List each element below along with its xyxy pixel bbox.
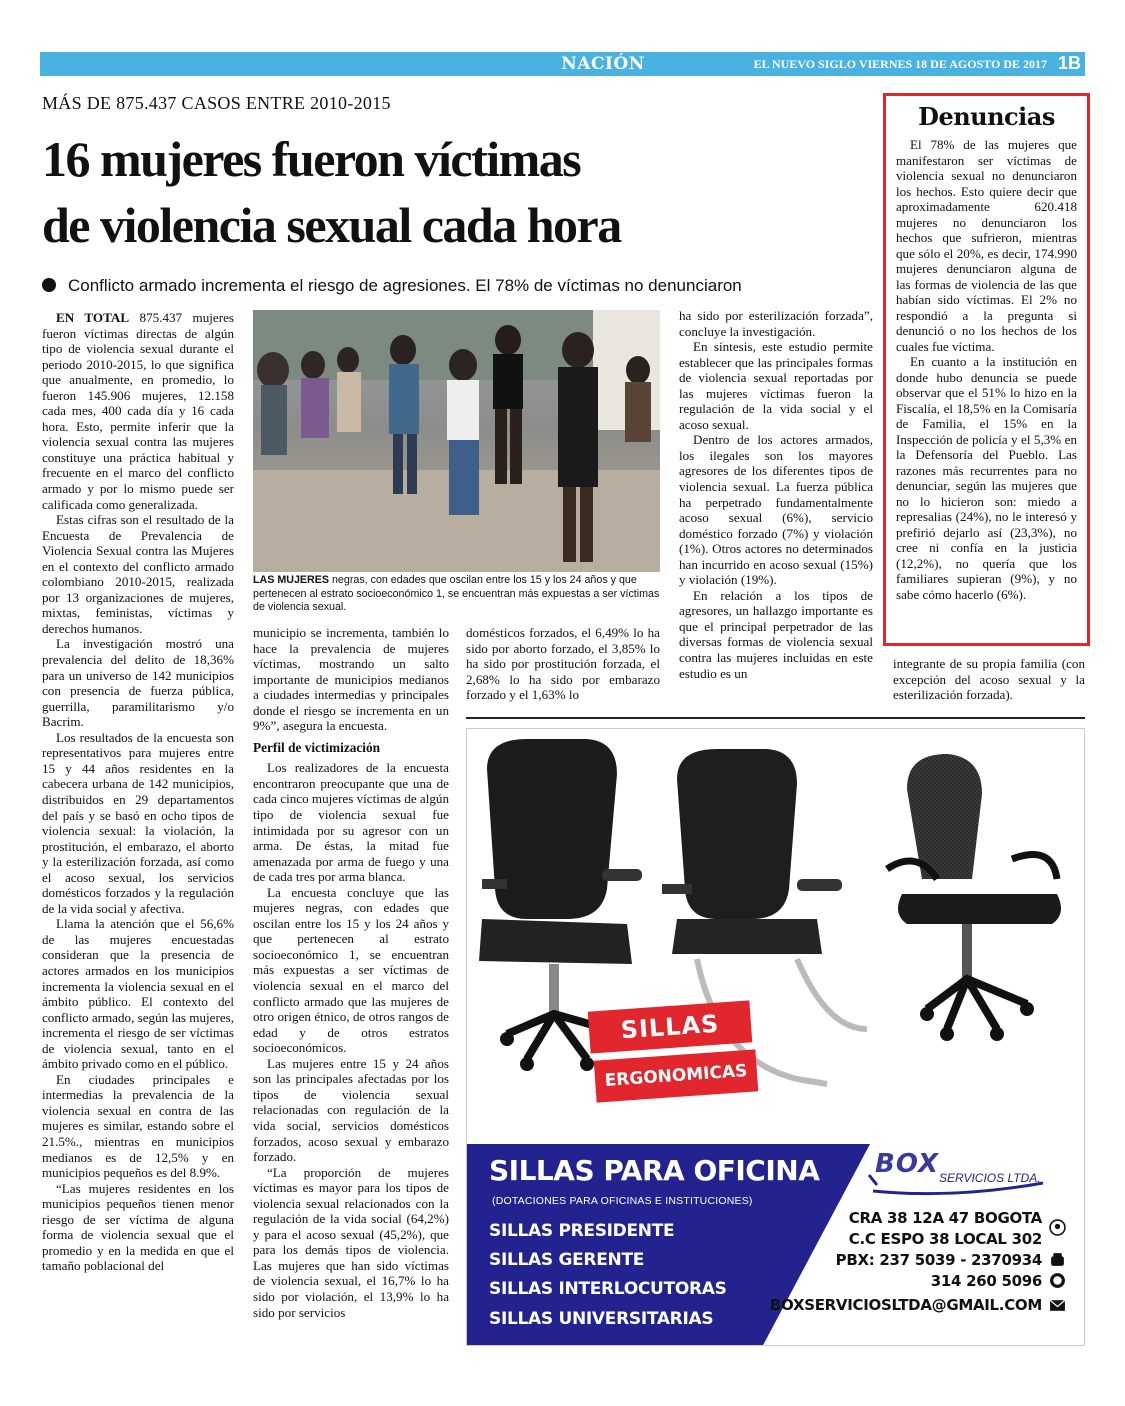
ad-subtitle: (DOTACIONES PARA OFICINAS E INSTITUCIONES)	[492, 1195, 753, 1207]
article-paragraph: integrante de su propia familia (con excepción del acoso sexual y la esterilización forzada).	[893, 656, 1085, 703]
street-scene-illustration	[253, 310, 660, 572]
chairs-advertisement	[466, 728, 1085, 1346]
logo-box-text: BOX	[875, 1149, 940, 1179]
ad-email: BOXSERVICIOSLTDA@GMAIL.COM	[769, 1296, 1042, 1314]
article-photo	[253, 310, 660, 572]
sidebar-title: Denuncias	[918, 102, 1055, 131]
ad-ribbon-ergonomicas: ERGONOMICAS	[594, 1049, 759, 1102]
section-name: NACIÓN	[561, 54, 645, 74]
ad-address-line-2: C.C ESPO 38 LOCAL 302	[848, 1230, 1042, 1248]
whatsapp-icon	[1049, 1272, 1066, 1289]
article-paragraph: Los realizadores de la encuesta encontraron preocupante que una de cada cinco mujeres víctimas de algún tipo de violencia sexual fue intimidada por su agresor con un arma. De éstas, la mitad fue amenazada por arma de fuego y una de cada tres por arma blanca.	[253, 760, 449, 885]
article-kicker: MÁS DE 875.437 CASOS ENTRE 2010-2015	[42, 93, 391, 113]
article-paragraph: En ciudades principales e intermedias la prevalencia de la violencia sexual en contra de las mujeres es similar, estando sobre el 21.5%., mientras en municipios medianos es de 12,5% y en municipios pequeños es del 8.9%.	[42, 1071, 234, 1181]
article-paragraph: EN TOTAL 875.437 mujeres fueron víctimas directas de algún tipo de violencia sexual durante el periodo 2010-2015, lo que significa que anualmente, en promedio, lo fueron 145.906 mujeres, 12.158 cada mes, 400 cada día y 16 cada hora. Esto, permite inferir que la violencia sexual contra las mujeres constituye una práctica habitual y frecuente en el marco del conflicto armado y por lo mismo puede ser calificada como generalizada.	[42, 310, 234, 512]
ad-title: SILLAS PARA OFICINA	[489, 1154, 820, 1187]
caption-lead: LAS MUJERES	[253, 574, 330, 586]
ad-ribbon-sillas: SILLAS	[588, 1000, 753, 1053]
page-number: 1B	[1057, 53, 1081, 73]
article-paragraph: Llama la atención que el 56,6% de las mujeres encuestadas consideran que la presencia de actores armados en los municipios incrementa la violencia sexual en el ámbito público. El contexto del conflicto armado, según las mujeres, incrementa el riesgo de ser víctimas de violencia sexual, tanto en el ámbito privado como en el público.	[42, 916, 234, 1072]
article-column-3	[466, 625, 660, 710]
article-paragraph: “Las mujeres residentes en los municipios pequeños tienen menor riesgo de ser víctima de alguna forma de violencia sexual que el promedio y en la medida en que el tamaño poblacional del	[42, 1180, 234, 1274]
ad-product-item: SILLAS GERENTE	[489, 1250, 645, 1270]
article-column-4	[679, 308, 873, 710]
article-subhead	[42, 276, 872, 296]
ad-divider	[466, 717, 1085, 719]
sidebar-paragraph: El 78% de las mujeres que manifestaron ser víctimas de violencia sexual no denunciaron los hechos. Esto quiere decir que aproximadamente 620.418 mujeres no denunciaron los hechos que sufrieron, mientras que sólo el 20%, es decir, 174.990 mujeres denunciaron alguna de las formas de violencia de las que habían sido víctimas. El 2% no respondió a la pregunta si denunció o no los hechos de los cuales fue víctima.	[896, 137, 1077, 354]
ad-product-item: SILLAS INTERLOCUTORAS	[489, 1279, 727, 1299]
article-paragraph: Las mujeres entre 15 y 24 años son las principales afectadas por los tipos de violencia sexual relacionadas con regulación de la vida social, servicios domésticos forzados, acoso sexual y embarazo forzado.	[253, 1055, 449, 1165]
article-column-2	[253, 625, 449, 1355]
headline-line-2: de violencia sexual cada hora	[42, 197, 621, 253]
ad-address-line-1: CRA 38 12A 47 BOGOTA	[848, 1209, 1042, 1227]
article-column-5	[893, 656, 1085, 712]
article-paragraph: La encuesta concluye que las mujeres negras, con edades que oscilan entre los 15 y los 24 años y que pertenecen al estrato socioeconómico 1, se encuentran más expuestas a ser víctimas de violencia sexual en el marco del conflicto armado que las mujeres de otro origen étnico, de otros rangos de edad y de otros estratos socioeconómicos.	[253, 884, 449, 1056]
article-paragraph: municipio se incrementa, también lo hace la prevalencia de mujeres víctimas, mostrando un salto importante de municipios medianos a ciudades intermedias y principales donde el riesgo se incrementa en un 9%”, asegura la encuesta.	[253, 625, 449, 734]
article-paragraph: En relación a los tipos de agresores, un hallazgo importante es que el principal perpetrador de las diversas formas de violencia sexual contra las mujeres incluidas en este estudio es un	[679, 587, 873, 681]
article-paragraph: Dentro de los actores armados, los ilegales son los mayores agresores de los diferentes tipos de violencia sexual. La fuerza pública ha perpetrado fundamentalmente acoso sexual (6%), servicio doméstico forzado (7%) y violación (1%). Otros actores no determinados han incurrido en acoso sexual (15%) y violación (19%).	[679, 432, 873, 588]
ad-product-item: SILLAS PRESIDENTE	[489, 1221, 675, 1241]
subhead-text: Conflicto armado incrementa el riesgo de agresiones. El 78% de víctimas no denunciaron	[68, 276, 742, 295]
denuncias-sidebar	[883, 93, 1090, 646]
phone-icon	[1049, 1251, 1066, 1268]
article-paragraph: Los resultados de la encuesta son representativos para mujeres entre 15 y 44 años residentes en la cabecera urbana de 142 municipios, distribuidos en 29 departamentos del país y se basó en ocho tipos de violencia sexual: la violación, la prostitución, el embarazo, el aborto y la esterilización forzada, así como el acoso sexual, los servicios domésticos forzados y la regulación de la vida social y afectiva.	[42, 729, 234, 916]
article-headline	[42, 126, 872, 258]
ad-product-item: SILLAS UNIVERSITARIAS	[489, 1309, 714, 1329]
article-paragraph: “La proporción de mujeres víctimas es mayor para los tipos de violencia sexual relacionados con la regulación de la vida social (64,2%) y para el acoso sexual (45,2%), que para los demás tipos de violencia. Las mujeres que han sido víctimas de violencia sexual, el 16,7% lo ha sido por violación, el 13,9% lo ha sido por servicios	[253, 1164, 449, 1320]
bullet-icon	[42, 278, 56, 292]
article-paragraph: domésticos forzados, el 6,49% lo ha sido por aborto forzado, el 3,85% lo ha sido por prostitución forzada, el 2,68% lo ha sido por embarazo forzado y el 1,63% lo	[466, 625, 660, 703]
headline-line-1: 16 mujeres fueron víctimas	[42, 131, 581, 187]
article-paragraph: La investigación mostró una prevalencia del delito de 18,36% para un universo de 142 municipios con presencia de fuerza pública, guerrilla, paramilitarismo y/o Bacrim.	[42, 636, 234, 730]
ad-mobile: 314 260 5096	[930, 1272, 1042, 1290]
lead-words: EN TOTAL	[56, 310, 130, 325]
article-column-1	[42, 310, 234, 1355]
photo-caption: LAS MUJERES negras, con edades que oscilan entre los 15 y los 24 años y que pertenecen al estrato socioeconómico 1, se encuentran más expuestas a ser víctimas de violencia sexual.	[253, 574, 660, 613]
box-servicios-logo	[863, 1147, 1063, 1199]
logo-servicios-text: SERVICIOS LTDA.	[939, 1171, 1041, 1185]
location-pin-icon	[1049, 1219, 1066, 1236]
article-paragraph: En síntesis, este estudio permite establecer que las principales formas de violencia sexual reportadas por las mujeres víctimas fueron la regulación de la vida social y el acoso sexual.	[679, 339, 873, 432]
edition-date: EL NUEVO SIGLO VIERNES 18 DE AGOSTO DE 2017	[753, 57, 1047, 71]
section-header-bar	[40, 52, 1085, 76]
sidebar-paragraph: En cuanto a la institución en donde hubo denuncia se puede observar que el 51% lo hizo en la Fiscalía, el 18,5% en la Comisaría de Familia, el 15% en la Inspección de policía y el 5,3% en la Defensoría del Pueblo. Las razones más recurrentes para no denunciar, según las mujeres que no lo hicieron son: miedo a represalias (24%), no le interesó y prefirió dejarlo así (23,3%), no cree ni confía en la justicia (12,2%), no quería que los familiares supieran (9%), y no sabe cómo hacerlo (6%).	[896, 354, 1077, 602]
article-paragraph: ha sido por esterilización forzada”, concluye la investigación.	[679, 308, 873, 339]
sidebar-body	[896, 137, 1077, 602]
subheading-perfil: Perfil de victimización	[253, 739, 381, 755]
office-chairs-icon	[467, 729, 1085, 1149]
ad-phone: PBX: 237 5039 - 2370934	[835, 1251, 1042, 1269]
email-icon	[1049, 1297, 1066, 1314]
article-paragraph: Estas cifras son el resultado de la Encuesta de Prevalencia de Violencia Sexual contra las Mujeres en el contexto del conflicto armado colombiano 2010-2015, realizada por 13 organizaciones de mujeres, mixtas, feministas, víctimas y derechos humanos.	[42, 512, 234, 636]
